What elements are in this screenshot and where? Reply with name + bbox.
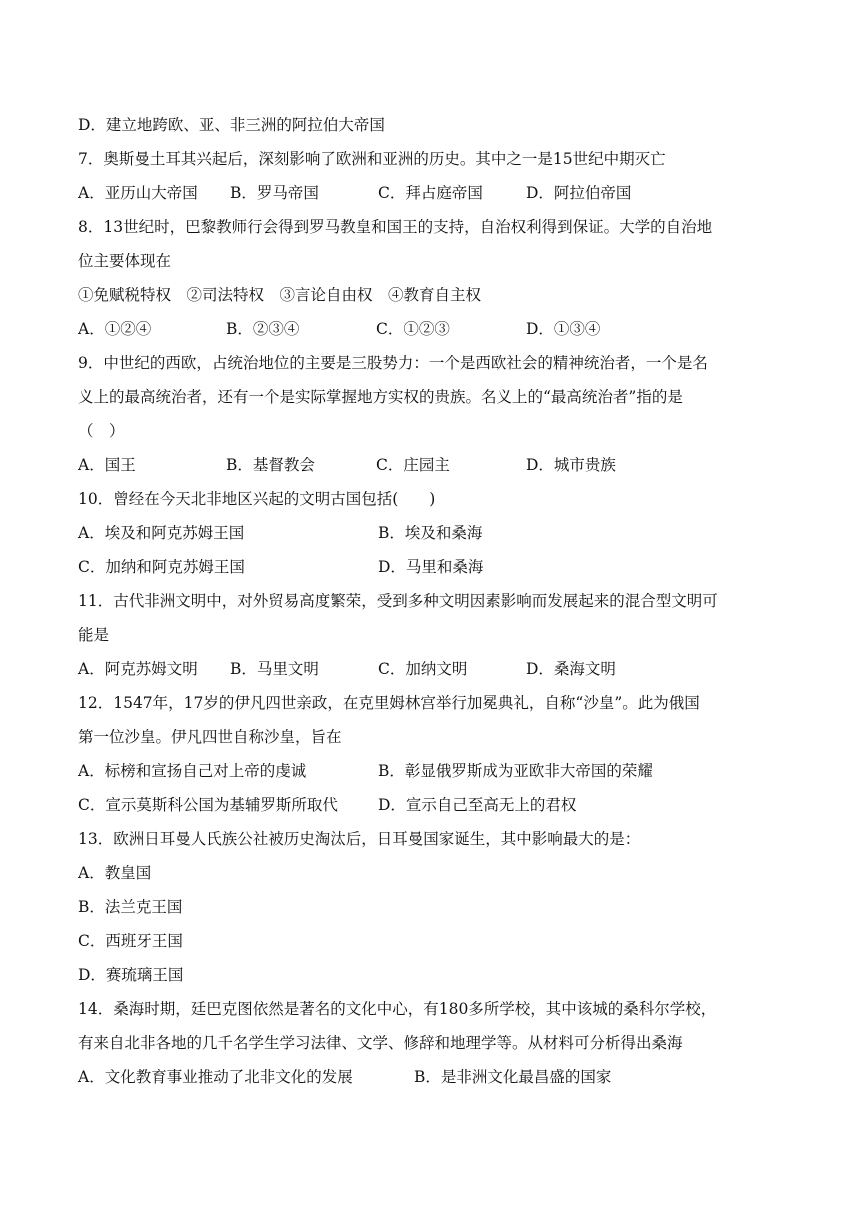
q9-option-c: C．庄园主 xyxy=(376,456,450,474)
q10-option-a: A．埃及和阿克苏姆王国 xyxy=(78,524,245,542)
q8-option-d: D．①③④ xyxy=(526,320,601,338)
q10-options-row2 xyxy=(78,550,798,584)
q8-option-b: B．②③④ xyxy=(226,320,300,338)
q11-options xyxy=(78,652,798,686)
q8-option-c: C．①②③ xyxy=(376,320,450,338)
q9-stem-line3: （ ） xyxy=(78,422,125,440)
q8-options xyxy=(78,312,798,346)
q7-options xyxy=(78,176,798,210)
q13-stem: 13．欧洲日耳曼人氏族公社被历史淘汰后，日耳曼国家诞生，其中影响最大的是： xyxy=(78,830,641,848)
q14-stem-line2: 有来自北非各地的几千名学生学习法律、文学、修辞和地理学等。从材料可分析得出桑海 xyxy=(78,1034,683,1052)
q12-option-a: A．标榜和宣扬自己对上帝的虔诚 xyxy=(78,762,307,780)
q12-options-row2 xyxy=(78,788,798,822)
q12-option-b: B．彰显俄罗斯成为亚欧非大帝国的荣耀 xyxy=(378,762,653,780)
q7-option-a: A．亚历山大帝国 xyxy=(78,184,198,202)
q8-items: ①免赋税特权 ②司法特权 ③言论自由权 ④教育自主权 xyxy=(78,286,482,304)
q13-option-d: D．赛琉璃王国 xyxy=(78,966,184,984)
q14-stem-line1: 14．桑海时期，廷巴克图依然是著名的文化中心，有180多所学校，其中该城的桑科尔学校， xyxy=(78,1000,717,1018)
q11-stem-line2: 能是 xyxy=(78,626,110,644)
q9-stem-line1: 9．中世纪的西欧，占统治地位的主要是三股势力：一个是西欧社会的精神统治者，一个是名 xyxy=(78,354,708,372)
q11-option-d: D．桑海文明 xyxy=(526,660,616,678)
q9-option-a: A．国王 xyxy=(78,456,136,474)
q7-option-d: D．阿拉伯帝国 xyxy=(526,184,632,202)
q11-option-c: C．加纳文明 xyxy=(378,660,468,678)
q8-option-a: A．①②④ xyxy=(78,320,152,338)
q14-options-row1 xyxy=(78,1060,798,1094)
q8-stem-line2: 位主要体现在 xyxy=(78,252,172,270)
q14-option-a: A．文化教育事业推动了北非文化的发展 xyxy=(78,1068,353,1086)
q9-stem-line2: 义上的最高统治者，还有一个是实际掌握地方实权的贵族。名义上的“最高统治者”指的是 xyxy=(78,388,683,406)
q12-option-c: C．宣示莫斯科公国为基辅罗斯所取代 xyxy=(78,796,338,814)
q12-option-d: D．宣示自己至高无上的君权 xyxy=(378,796,577,814)
q13-option-c: C．西班牙王国 xyxy=(78,932,183,950)
q12-stem-line2: 第一位沙皇。伊凡四世自称沙皇，旨在 xyxy=(78,728,342,746)
q10-option-b: B．埃及和桑海 xyxy=(378,524,483,542)
q10-option-c: C．加纳和阿克苏姆王国 xyxy=(78,558,245,576)
q9-option-b: B．基督教会 xyxy=(226,456,315,474)
exam-page xyxy=(78,108,798,1094)
q10-option-d: D．马里和桑海 xyxy=(378,558,484,576)
q11-option-b: B．马里文明 xyxy=(230,660,319,678)
q12-options-row1 xyxy=(78,754,798,788)
q10-options-row1 xyxy=(78,516,798,550)
q14-option-b: B．是非洲文化最昌盛的国家 xyxy=(414,1068,612,1086)
q9-options xyxy=(78,448,798,482)
q9-option-d: D．城市贵族 xyxy=(526,456,616,474)
q13-option-b: B．法兰克王国 xyxy=(78,898,183,916)
q6-option-d: D．建立地跨欧、亚、非三洲的阿拉伯大帝国 xyxy=(78,116,385,134)
q7-option-b: B．罗马帝国 xyxy=(230,184,319,202)
q13-option-a: A．教皇国 xyxy=(78,864,152,882)
q8-stem-line1: 8．13世纪时，巴黎教师行会得到罗马教皇和国王的支持，自治权利得到保证。大学的自治地 xyxy=(78,218,713,236)
q7-stem: 7．奥斯曼土耳其兴起后，深刻影响了欧洲和亚洲的历史。其中之一是15世纪中期灭亡 xyxy=(78,150,666,168)
q11-stem-line1: 11．古代非洲文明中，对外贸易高度繁荣，受到多种文明因素影响而发展起来的混合型文明可 xyxy=(78,592,718,610)
q7-option-c: C．拜占庭帝国 xyxy=(378,184,483,202)
q10-stem: 10．曾经在今天北非地区兴起的文明古国包括( ) xyxy=(78,490,436,508)
q11-option-a: A．阿克苏姆文明 xyxy=(78,660,198,678)
q12-stem-line1: 12．1547年，17岁的伊凡四世亲政，在克里姆林宫举行加冕典礼，自称“沙皇”。此为俄国 xyxy=(78,694,700,712)
